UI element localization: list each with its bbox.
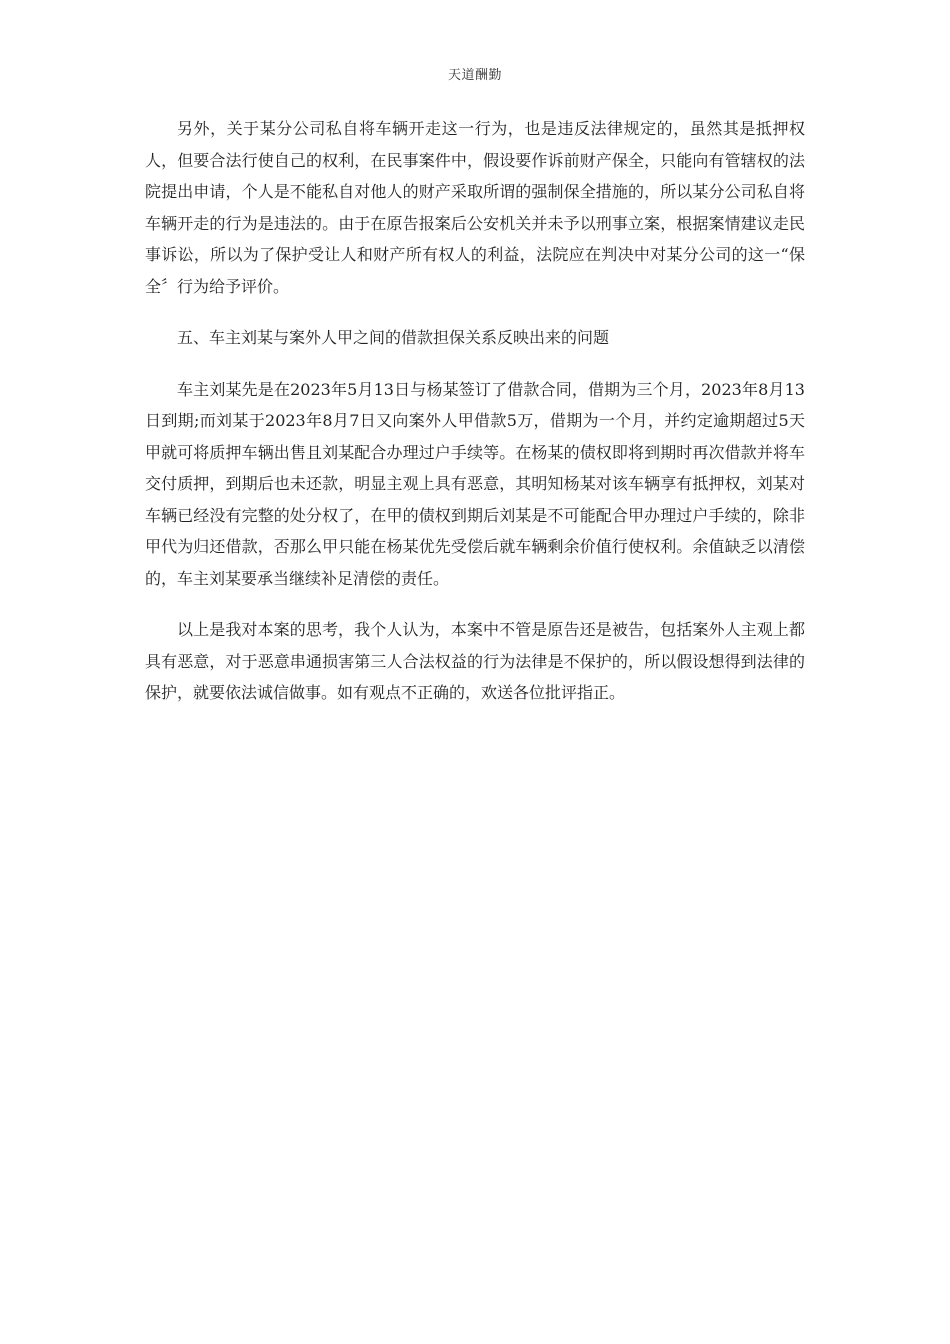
paragraph-loan-guarantee: 车主刘某先是在2023年5月13日与杨某签订了借款合同，借期为三个月，2023年8月13日到期;而刘某于2023年8月7日又向案外人甲借款5万，借期为一个月，并约定逾期超过5天甲就可将质押车辆出售且刘某配合办理过户手续等。在杨某的债权即将到期时再次借款并将车交付质押，到期后也未还款，明显主观上具有恶意，其明知杨某对该车辆享有抵押权，刘某对车辆已经没有完整的处分权了，在甲的债权到期后刘某是不可能配合甲办理过户手续的，除非甲代为归还借款，否那么甲只能在杨某优先受偿后就车辆剩余价值行使权利。余值缺乏以清偿的，车主刘某要承当继续补足清偿的责任。	[145, 379, 805, 588]
document-body	[145, 113, 805, 729]
page-header: 天道酬勤	[447, 68, 502, 83]
paragraph-conclusion: 以上是我对本案的思考，我个人认为，本案中不管是原告还是被告，包括案外人主观上都具有恶意，对于恶意串通损害第三人合法权益的行为法律是不保护的，所以假设想得到法律的保护，就要依法诚信做事。如有观点不正确的，欢送各位批评指正。	[145, 620, 805, 702]
section-heading-5: 五、车主刘某与案外人甲之间的借款担保关系反映出来的问题	[177, 328, 610, 347]
paragraph-company-seizure: 另外，关于某分公司私自将车辆开走这一行为，也是违反法律规定的，虽然其是抵押权人，但要合法行使自己的权利，在民事案件中，假设要作诉前财产保全，只能向有管辖权的法院提出申请，个人是不能私自对他人的财产采取所谓的强制保全措施的，所以某分公司私自将车辆开走的行为是违法的。由于在原告报案后公安机关并未予以刑事立案，根据案情建议走民事诉讼，所以为了保护受让人和财产所有权人的利益，法院应在判决中对某分公司的这一“保全〞行为给予评价。	[145, 119, 805, 296]
